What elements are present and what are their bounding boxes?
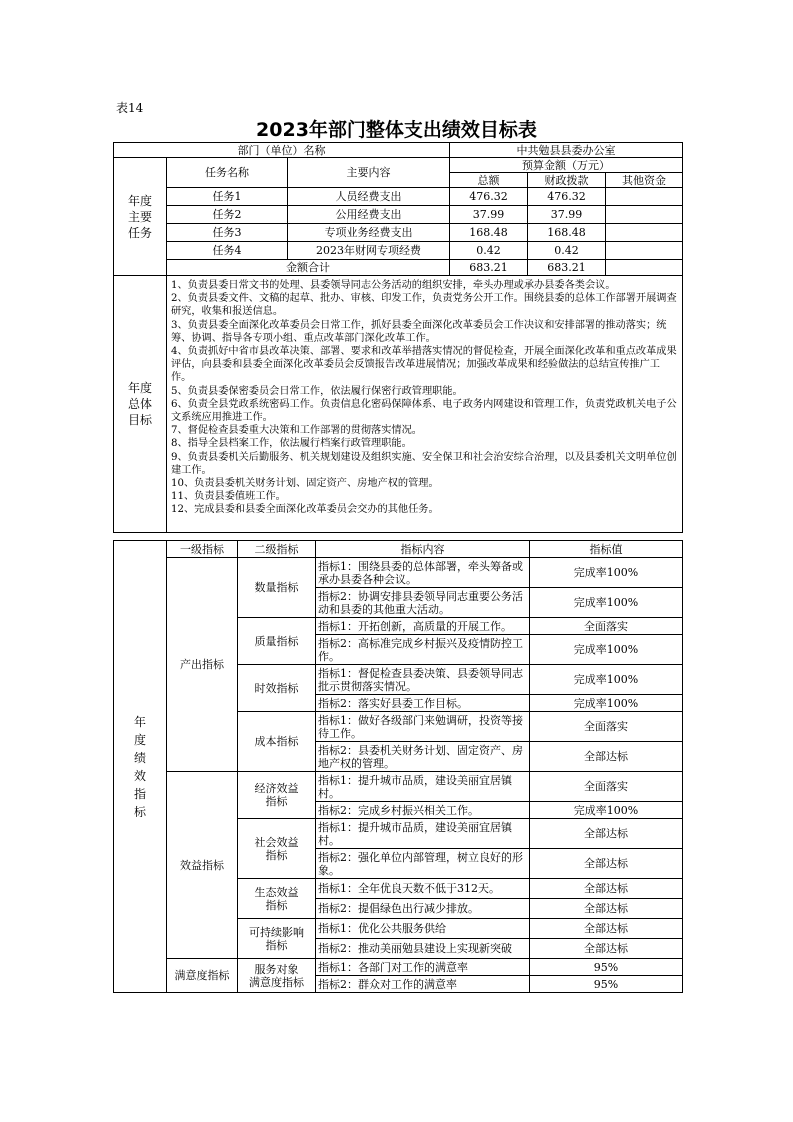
indicator-content: 指标2：强化单位内部管理，树立良好的形象。: [316, 849, 530, 879]
tasks-table: [113, 142, 683, 533]
sum-label: 金额合计: [167, 260, 450, 276]
task-fiscal: 476.32: [528, 188, 606, 206]
indicator-value: 完成率100%: [530, 558, 683, 588]
table-row: [114, 242, 683, 260]
table-row: [114, 558, 683, 588]
task-name: 任务3: [167, 224, 288, 242]
lvl2-cost: 成本指标: [238, 712, 316, 772]
lvl2-sustainable: 可持续影响 指标: [238, 919, 316, 959]
col-task-content: 主要内容: [288, 158, 450, 188]
task-total: 0.42: [450, 242, 528, 260]
col-indicator-value: 指标值: [530, 541, 683, 558]
goal-item: 6、负责全县党政系统密码工作。负责信息化密码保障体系、电子政务内网建设和管理工作，负责党政机关电子公文系统应用推进工作。: [171, 398, 677, 424]
lvl2-social: 社会效益 指标: [238, 819, 316, 879]
table-row: [114, 772, 683, 802]
indicator-content: 指标1：优化公共服务供给: [316, 919, 530, 939]
col-indicator-content: 指标内容: [316, 541, 530, 558]
goal-item: 12、完成县委和县委全面深化改革委员会交办的其他任务。: [171, 504, 439, 516]
goal-item: 11、负责县委值班工作。: [171, 491, 286, 503]
indicator-value: 全部达标: [530, 849, 683, 879]
lvl2-quality: 质量指标: [238, 618, 316, 665]
dept-label: 部门（单位）名称: [114, 143, 450, 158]
col-other: 其他资金: [606, 173, 683, 188]
sum-fiscal: 683.21: [528, 260, 606, 276]
col-lvl1: 一级指标: [167, 541, 238, 558]
lvl1-benefit: 效益指标: [167, 772, 238, 959]
indicator-value: 完成率100%: [530, 588, 683, 618]
table-row: [114, 188, 683, 206]
dept-value: 中共勉县县委办公室: [450, 143, 683, 158]
indicator-content: 指标1：提升城市品质，建设美丽宜居镇村。: [316, 819, 530, 849]
goals-side-label: 年度 总体 目标: [114, 276, 167, 533]
table-number: 表14: [116, 101, 144, 115]
sum-other: [606, 260, 683, 276]
goal-item: 9、负责县委机关后勤服务、机关规划建设及组织实施、安全保卫和社会治安综合治理，以及县委机关文明单位创建工作。: [171, 451, 677, 476]
indicator-content: 指标2：群众对工作的满意率: [316, 976, 530, 993]
table-row: [114, 206, 683, 224]
lvl2-economic: 经济效益 指标: [238, 772, 316, 819]
indicator-content: 指标2：提倡绿色出行减少排放。: [316, 899, 530, 919]
task-total: 37.99: [450, 206, 528, 224]
goal-item: 8、指导全县档案工作，依法履行档案行政管理职能。: [171, 438, 412, 450]
indicator-value: 全部达标: [530, 879, 683, 899]
indicator-value: 完成率100%: [530, 635, 683, 665]
col-fiscal: 财政拨款: [528, 173, 606, 188]
indicator-value: 全部达标: [530, 742, 683, 772]
sum-row: [114, 260, 683, 276]
goal-item: 3、负责县委全面深化改革委员会日常工作，抓好县委全面深化改革委员会工作决议和安排部署的推动落实；统筹、协调、指导各专项小组、重点改革部门深化改革工作。: [171, 319, 667, 344]
goal-item: 2、负责县委文件、文稿的起草、批办、审核、印发工作，负责党务公开工作。围绕县委的总体工作部署开展调查研究，收集和报送信息。: [171, 293, 677, 318]
indicator-value: 95%: [530, 959, 683, 976]
indicator-value: 全面落实: [530, 618, 683, 635]
page-title: 2023年部门整体支出绩效目标表: [256, 119, 537, 141]
goal-item: 7、督促检查县委重大决策和工作部署的贯彻落实情况。: [171, 425, 422, 437]
lvl1-satisfaction: 满意度指标: [167, 959, 238, 993]
indicator-content: 指标2：落实好县委工作目标。: [316, 695, 530, 712]
task-other: [606, 206, 683, 224]
sum-total: 683.21: [450, 260, 528, 276]
indicator-content: 指标1：督促检查县委决策、县委领导同志批示贯彻落实情况。: [316, 665, 530, 695]
col-budget: 预算金额（万元）: [450, 158, 683, 173]
goal-item: 5、负责县委保密委员会日常工作，依法履行保密行政管理职能。: [171, 385, 463, 397]
task-other: [606, 242, 683, 260]
indicator-content: 指标1：全年优良天数不低于312天。: [316, 879, 530, 899]
indicator-value: 全部达标: [530, 899, 683, 919]
task-total: 168.48: [450, 224, 528, 242]
indicators-side-label: 年 度 绩 效 指 标: [114, 541, 167, 993]
indicator-content: 指标2：高标准完成乡村振兴及疫情防控工作。: [316, 635, 530, 665]
lvl2-ecological: 生态效益 指标: [238, 879, 316, 919]
task-content: 人员经费支出: [288, 188, 450, 206]
indicator-content: 指标2：协调安排县委领导同志重要公务活动和县委的其他重大活动。: [316, 588, 530, 618]
col-lvl2: 二级指标: [238, 541, 316, 558]
indicator-content: 指标1：围绕县委的总体部署，牵头筹备或承办县委各种会议。: [316, 558, 530, 588]
task-fiscal: 168.48: [528, 224, 606, 242]
lvl2-quantity: 数量指标: [238, 558, 316, 618]
indicator-content: 指标2：推动美丽勉县建设上实现新突破: [316, 939, 530, 959]
goal-item: 4、负责抓好中省市县改革决策、部署、要求和改革举措落实情况的督促检查，开展全面深化改革和重点改革成果评估，向县委和县委全面深化改革委员会反馈报告改革进展情况；加强改革成果和经验做法的总结宣传推广工作。: [171, 346, 677, 384]
task-fiscal: 37.99: [528, 206, 606, 224]
indicator-content: 指标2：县委机关财务计划、固定资产、房地产权的管理。: [316, 742, 530, 772]
indicator-value: 95%: [530, 976, 683, 993]
task-name: 任务2: [167, 206, 288, 224]
goals-text: [167, 276, 683, 533]
indicator-value: 全面落实: [530, 772, 683, 802]
indicator-value: 全部达标: [530, 919, 683, 939]
task-total: 476.32: [450, 188, 528, 206]
table-row: [114, 224, 683, 242]
goal-item: 10、负责县委机关财务计划、固定资产、房地产权的管理。: [171, 478, 439, 490]
task-content: 2023年财网专项经费: [288, 242, 450, 260]
indicator-content: 指标1：各部门对工作的满意率: [316, 959, 530, 976]
col-total: 总额: [450, 173, 528, 188]
indicator-value: 完成率100%: [530, 665, 683, 695]
task-content: 专项业务经费支出: [288, 224, 450, 242]
indicator-value: 完成率100%: [530, 802, 683, 819]
lvl2-service: 服务对象 满意度指标: [238, 959, 316, 993]
indicator-value: 全部达标: [530, 939, 683, 959]
task-content: 公用经费支出: [288, 206, 450, 224]
indicator-content: 指标2：完成乡村振兴相关工作。: [316, 802, 530, 819]
tasks-side-label: 年度 主要 任务: [114, 158, 167, 276]
indicator-content: 指标1：开拓创新，高质量的开展工作。: [316, 618, 530, 635]
task-fiscal: 0.42: [528, 242, 606, 260]
indicator-value: 全面落实: [530, 712, 683, 742]
task-name: 任务4: [167, 242, 288, 260]
lvl2-timeliness: 时效指标: [238, 665, 316, 712]
goal-item: 1、负责县委日常文书的处理、县委领导同志公务活动的组织安排，牵头办理或承办县委各类会议。: [171, 280, 616, 291]
indicators-table: [113, 540, 683, 993]
task-other: [606, 224, 683, 242]
col-task-name: 任务名称: [167, 158, 288, 188]
indicator-content: 指标1：做好各级部门来勉调研，投资等接待工作。: [316, 712, 530, 742]
task-name: 任务1: [167, 188, 288, 206]
table-row: [114, 959, 683, 976]
task-other: [606, 188, 683, 206]
lvl1-output: 产出指标: [167, 558, 238, 772]
indicator-value: 全部达标: [530, 819, 683, 849]
indicator-value: 完成率100%: [530, 695, 683, 712]
indicator-content: 指标1：提升城市品质，建设美丽宜居镇村。: [316, 772, 530, 802]
